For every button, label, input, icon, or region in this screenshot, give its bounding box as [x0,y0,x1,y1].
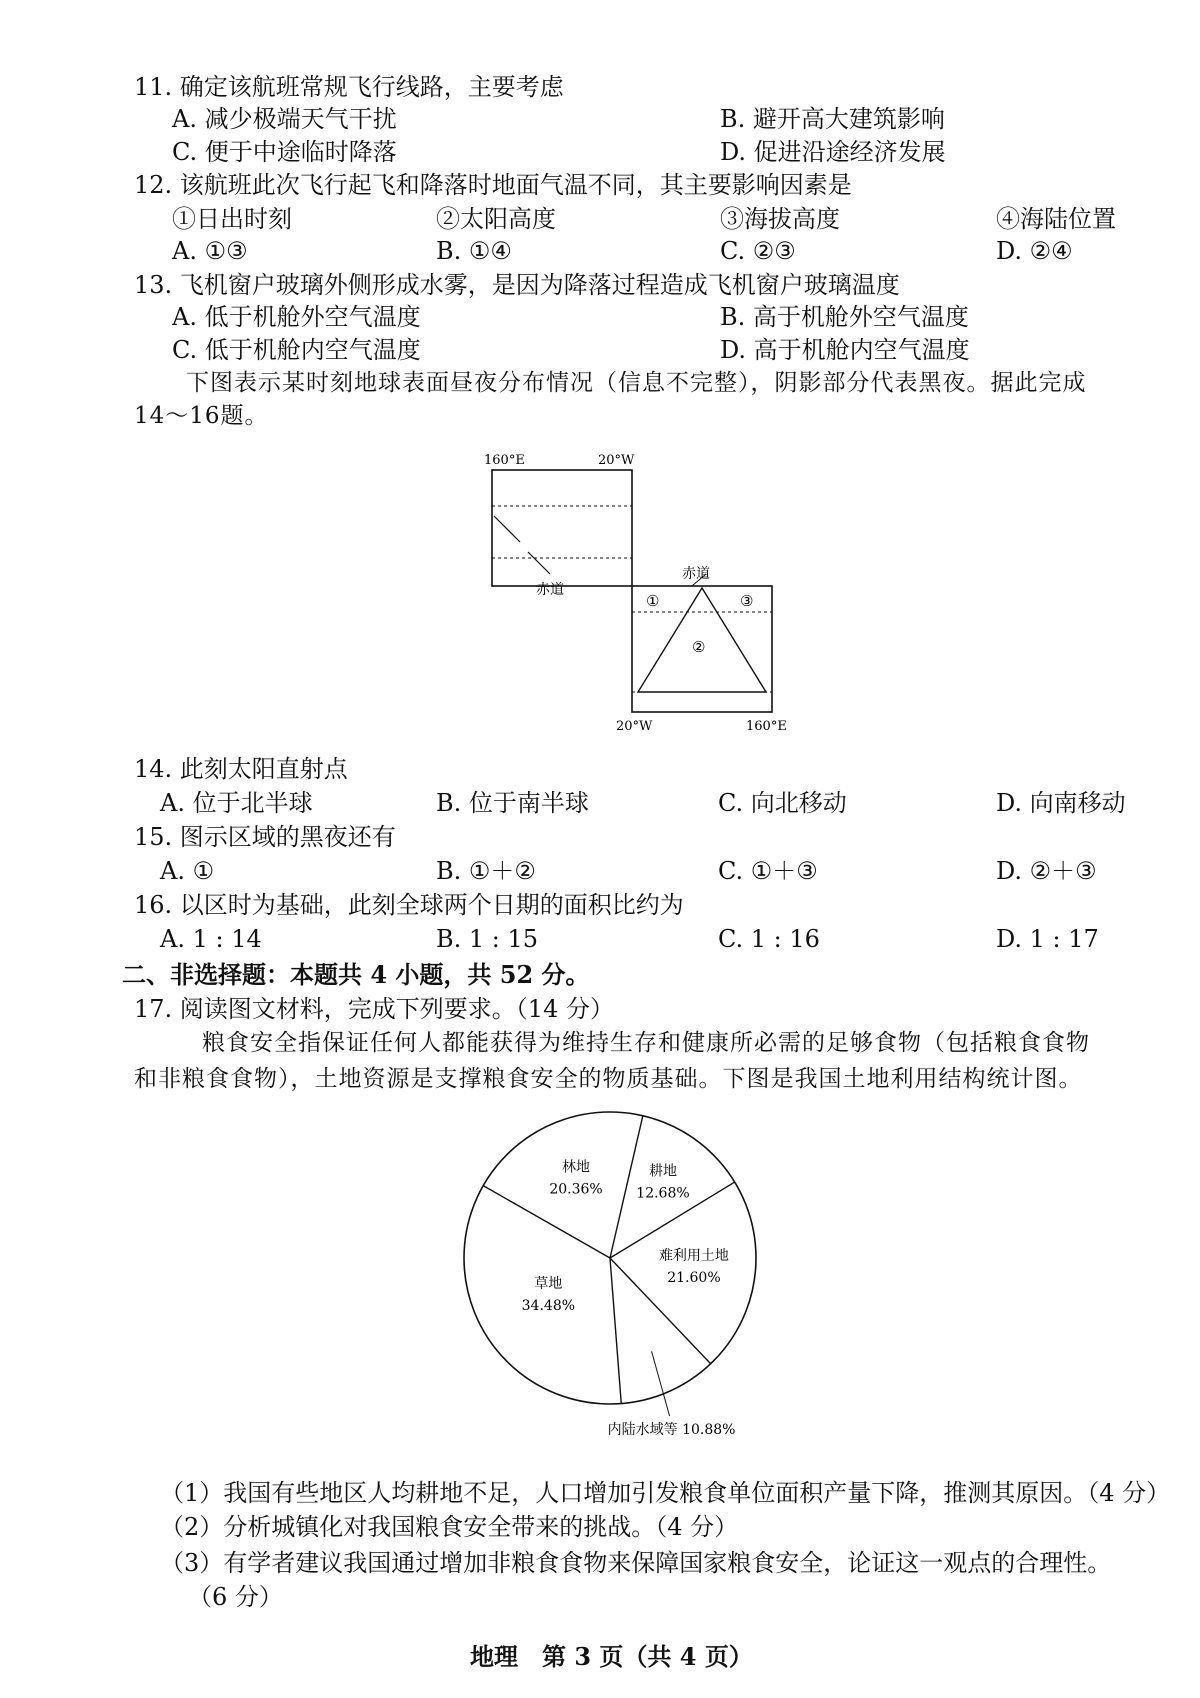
q17-material-line-2: 和非粮食食物），土地资源是支撑粮食安全的物质基础。下图是我国土地利用结构统计图。 [134,1066,1083,1092]
q11-option-b: B. 避开高大建筑影响 [720,105,945,133]
q13-option-b: B. 高于机舱外空气温度 [720,303,969,331]
q16-option-c: C. 1 : 16 [718,925,820,953]
upper-block [492,470,632,586]
q12-option-d: D. ②④ [996,237,1073,265]
q12-factor-2: ②太阳高度 [436,205,556,233]
q17-sub-3: （3）有学者建议我国通过增加非粮食食物来保障国家粮食安全，论证这一观点的合理性。 [160,1549,1112,1577]
lon-160e-top: 160°E [484,453,525,468]
q14-stem: 14. 此刻太阳直射点 [134,755,348,783]
region-1-label: ① [646,592,660,610]
equator-pointer-left [528,552,550,574]
q12-factor-1: ①日出时刻 [172,205,292,233]
q15-option-b: B. ①＋② [436,857,536,885]
q13-option-c: C. 低于机舱内空气温度 [172,336,421,364]
q11-option-a: A. 减少极端天气干扰 [172,105,397,133]
q14-option-d: D. 向南移动 [996,789,1126,817]
q16-option-d: D. 1 : 17 [996,925,1099,953]
q12-factor-4: ④海陆位置 [996,205,1116,233]
q15-stem: 15. 图示区域的黑夜还有 [134,823,396,851]
q17-sub-2: （2）分析城镇化对我国粮食安全带来的挑战。（4 分） [160,1513,739,1541]
q15-option-d: D. ②＋③ [996,857,1097,885]
pie-slice-label: 难利用土地 [658,1248,729,1265]
pie-slice-label: 耕地 [648,1163,677,1180]
q16-option-b: B. 1 : 15 [436,925,539,953]
pie-slice-label: 草地 [534,1276,563,1293]
q11-stem: 11. 确定该航班常规飞行线路，主要考虑 [134,73,564,101]
q12-stem: 12. 该航班此次飞行起飞和降落时地面气温不同，其主要影响因素是 [134,171,852,199]
q16-option-a: A. 1 : 14 [160,925,262,953]
q11-option-c: C. 便于中途临时降落 [172,138,397,166]
land-use-pie-chart [460,1100,840,1480]
q13-option-a: A. 低于机舱外空气温度 [172,303,421,331]
q12-option-c: C. ②③ [720,237,796,265]
pie-slice-value: 34.48% [521,1298,576,1315]
lon-160e-bottom: 160°E [746,719,787,734]
q17-stem: 17. 阅读图文材料，完成下列要求。（14 分） [134,995,614,1023]
pie-external-label: 内陆水域等 10.88% [607,1422,736,1438]
q12-factor-3: ③海拔高度 [720,205,840,233]
lon-20w-bottom: 20°W [616,719,653,734]
equator-label-right: 赤道 [682,566,710,582]
q12-option-a: A. ①③ [172,237,248,265]
upper-terminator-segment [494,516,520,542]
q13-stem: 13. 飞机窗户玻璃外侧形成水雾，是因为降落过程造成飞机窗户玻璃温度 [134,271,900,299]
q12-option-b: B. ①④ [436,237,512,265]
q17-material-line-1: 粮食安全指保证任何人都能获得为维持生存和健康所必需的足够食物（包括粮食食物 [202,1030,1090,1056]
intro-line-1: 下图表示某时刻地球表面昼夜分布情况（信息不完整），阴影部分代表黑夜。据此完成 [186,370,1087,396]
q15-option-a: A. ① [160,857,215,885]
q14-option-a: A. 位于北半球 [160,789,313,817]
equator-label-left: 赤道 [536,582,564,598]
q17-sub-1: （1）我国有些地区人均耕地不足，人口增加引发粮食单位面积产量下降，推测其原因。（4 分） [160,1479,1171,1507]
page-footer: 地理 第 3 页（共 4 页） [470,1642,753,1671]
pie-slice-value: 12.68% [636,1185,690,1202]
q11-option-d: D. 促进沿途经济发展 [720,138,946,166]
lon-20w-top: 20°W [598,453,635,468]
q14-option-b: B. 位于南半球 [436,789,589,817]
pie-slice-value: 21.60% [667,1270,721,1287]
pie-slice-value: 20.36% [549,1181,603,1198]
region-2-label: ② [692,638,706,656]
section-2-heading: 二、非选择题：本题共 4 小题，共 52 分。 [122,960,590,989]
q16-stem: 16. 以区时为基础，此刻全球两个日期的面积比约为 [134,891,684,919]
q17-sub-3-score: （6 分） [188,1583,283,1611]
q15-option-c: C. ①＋③ [718,857,818,885]
pie-slice-label: 林地 [562,1159,591,1176]
region-3-label: ③ [740,592,754,610]
intro-line-2: 14～16题。 [134,403,269,429]
q14-option-c: C. 向北移动 [718,789,847,817]
q13-option-d: D. 高于机舱内空气温度 [720,336,970,364]
day-night-diagram [470,446,810,736]
